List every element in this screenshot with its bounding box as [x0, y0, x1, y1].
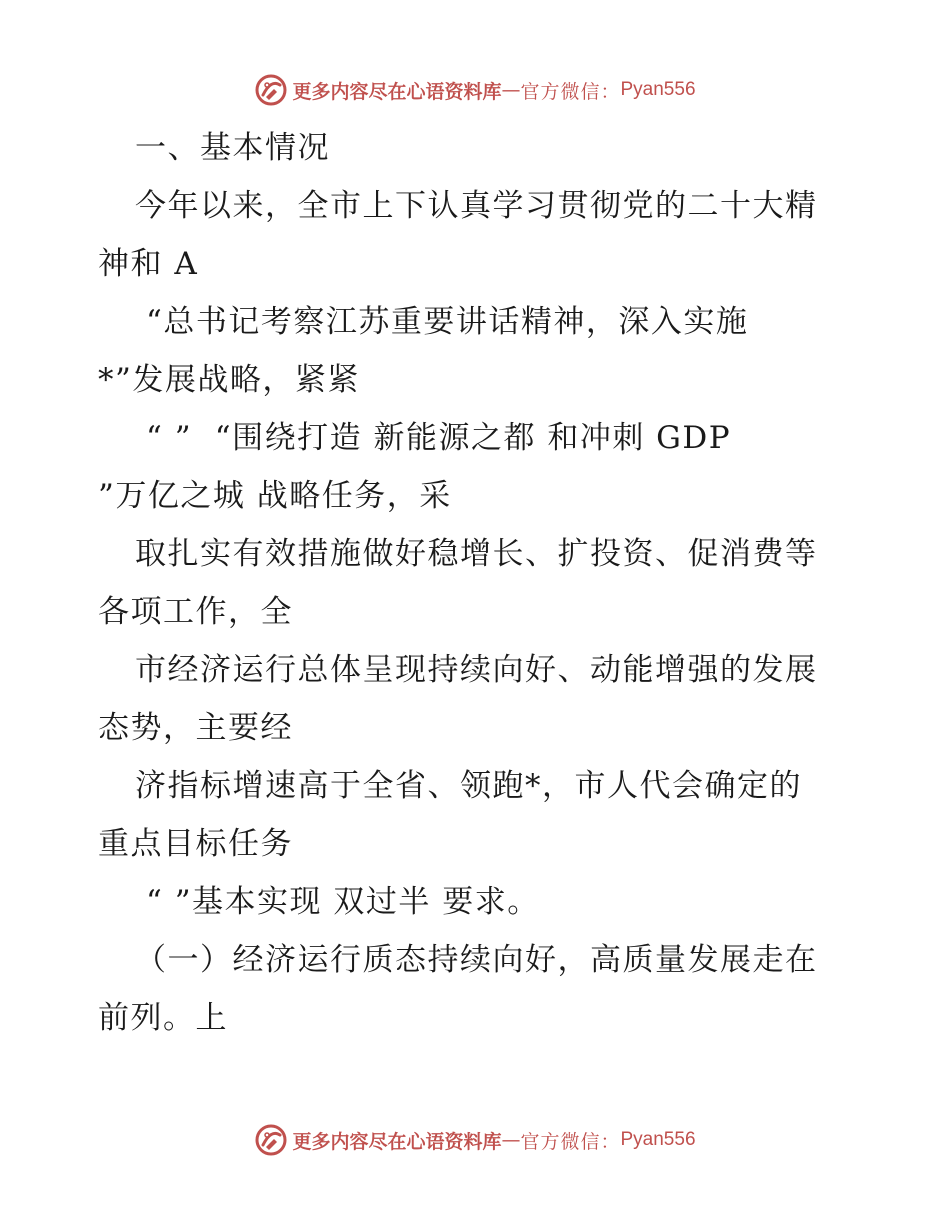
red-swirl-pen-icon — [254, 1123, 288, 1157]
header-watermark — [0, 70, 950, 110]
paragraph-line: ”万亿之城 战略任务，采 — [98, 478, 452, 514]
paragraph-line: 重点目标任务 — [98, 826, 293, 862]
subsection-heading: （一）经济运行质态持续向好，高质量发展走在 — [135, 942, 818, 978]
red-swirl-pen-icon — [254, 73, 288, 107]
paragraph-line: 态势，主要经 — [98, 710, 293, 746]
paragraph-line: *”发展战略，紧紧 — [98, 362, 360, 398]
watermark-wechat-id: Pyan556 — [620, 1129, 696, 1150]
paragraph-line: 市经济运行总体呈现持续向好、动能增强的发展 — [135, 652, 818, 688]
paragraph-line: 各项工作，全 — [98, 594, 293, 630]
footer-watermark — [0, 1120, 950, 1160]
watermark-dash: — — [501, 79, 521, 101]
paragraph-line: 取扎实有效措施做好稳增长、扩投资、促消费等 — [135, 536, 818, 572]
paragraph-line: 济指标增速高于全省、领跑*，市人代会确定的 — [135, 768, 802, 804]
paragraph-line: “总书记考察江苏重要讲话精神，深入实施 — [146, 304, 749, 340]
paragraph-line: “ ”基本实现 双过半 要求。 — [146, 884, 540, 920]
paragraph-line: 神和 A — [98, 246, 199, 282]
paragraph-line: 前列。上 — [98, 1000, 228, 1036]
paragraph-line: “ ” “围绕打造 新能源之都 和冲刺 GDP — [146, 420, 732, 456]
watermark-main-text: 更多内容尽在心语资料库 — [292, 80, 502, 103]
paragraph-line: 今年以来，全市上下认真学习贯彻党的二十大精 — [135, 188, 818, 224]
watermark-dash: — — [501, 1129, 521, 1151]
watermark-wechat-id: Pyan556 — [620, 79, 696, 100]
watermark-official-label: 官方微信： — [520, 80, 621, 103]
watermark-official-label: 官方微信： — [520, 1130, 621, 1153]
section-heading: 一、基本情况 — [135, 130, 330, 166]
watermark-main-text: 更多内容尽在心语资料库 — [292, 1130, 502, 1153]
